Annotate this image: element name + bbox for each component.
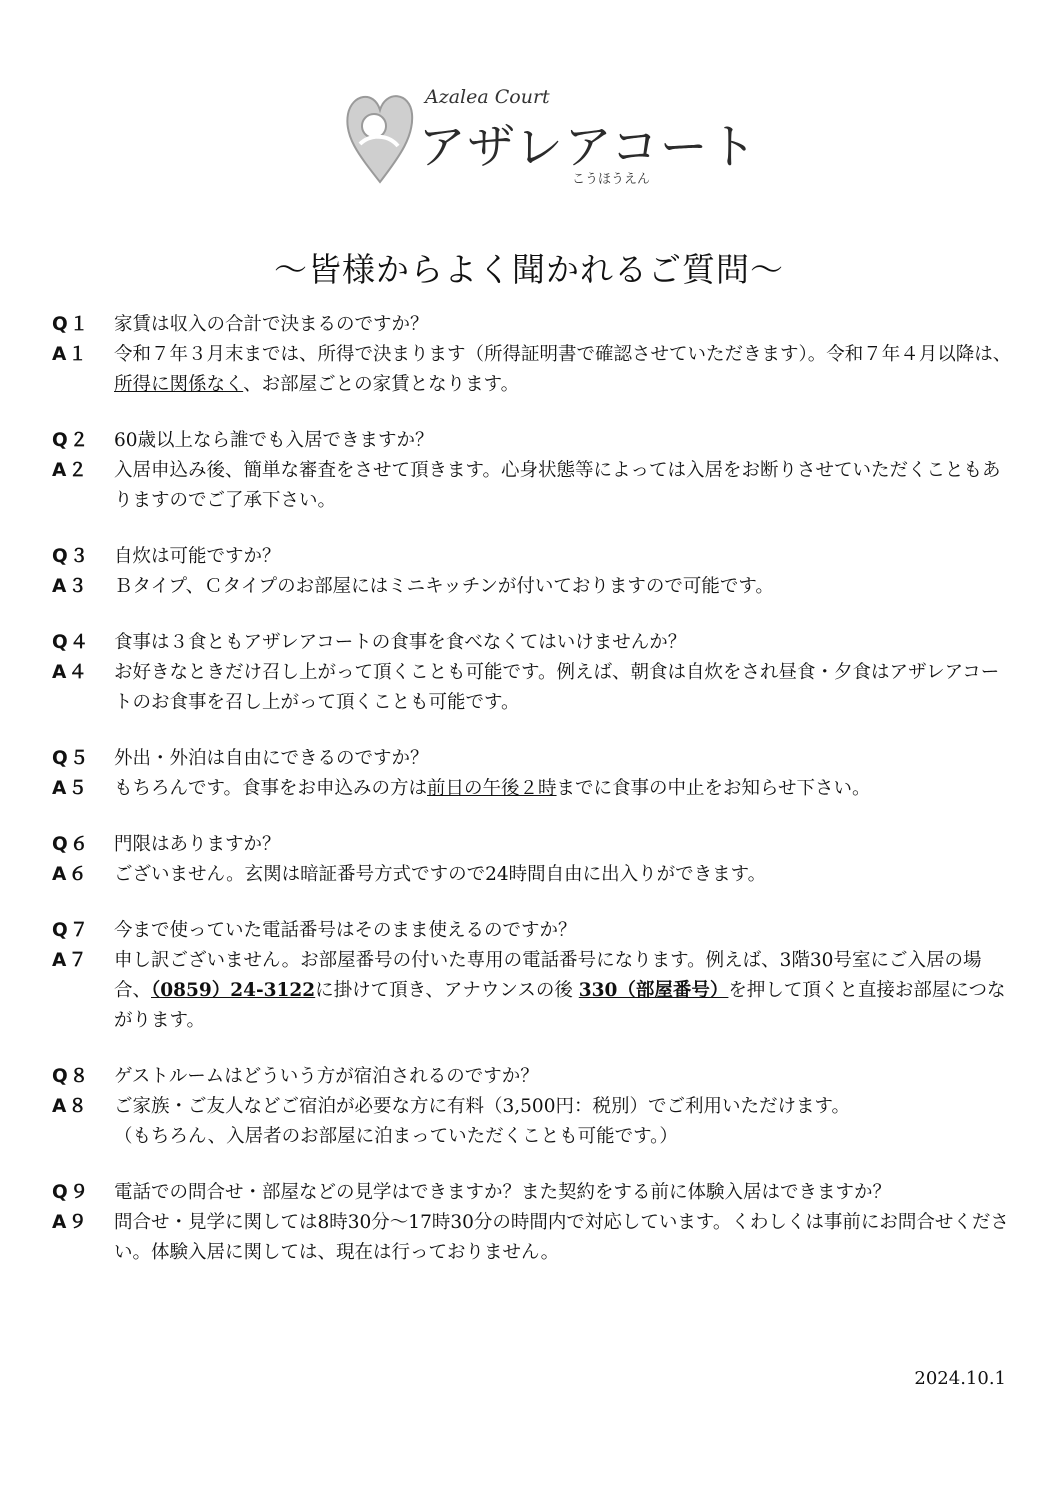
- answer-label: A３: [52, 576, 89, 597]
- question-label: Q３: [52, 546, 91, 567]
- answer-note: （もちろん、入居者のお部屋に泊まっていただくことも可能です。）: [114, 1126, 678, 1147]
- faq-item-9: [52, 1178, 1012, 1268]
- question-text: ゲストルームはどういう方が宿泊されるのですか？: [114, 1066, 539, 1087]
- answer-label: A９: [52, 1212, 89, 1233]
- answer-part: もちろんです。食事をお申込みの方は: [114, 778, 428, 799]
- question-text: 60歳以上なら誰でも入居できますか？: [114, 430, 434, 451]
- question-label: Q６: [52, 834, 91, 855]
- question-text: 食事は３食ともアザレアコートの食事を食べなくてはいけませんか？: [114, 632, 687, 653]
- answer-label: A４: [52, 662, 89, 683]
- question-label: Q５: [52, 748, 91, 769]
- answer-text: 問合せ・見学に関しては8時30分～17時30分の時間内で対応しています。くわしくは事前にお問合せください。体験入居に関しては、現在は行っておりません。: [114, 1212, 1009, 1263]
- answer-part: に掛けて頂き、アナウンスの後: [315, 980, 573, 1001]
- answer-text: Ｂタイプ、Ｃタイプのお部屋にはミニキッチンが付いておりますので可能です。: [114, 576, 774, 597]
- question-label: Q１: [52, 314, 91, 335]
- question-label: Q７: [52, 920, 91, 941]
- faq-list: [52, 310, 1012, 1294]
- question-text: 自炊は可能ですか？: [114, 546, 281, 567]
- faq-item-6: [52, 830, 1012, 890]
- logo-english: Azalea Court: [425, 86, 550, 108]
- answer-text: ございません。玄関は暗証番号方式ですので24時間自由に出入りができます。: [114, 864, 767, 885]
- faq-item-7: [52, 916, 1012, 1036]
- page-title: ～皆様からよく聞かれるご質問～: [274, 250, 784, 290]
- faq-item-8: [52, 1062, 1012, 1152]
- answer-underlined: 前日の午後２時: [427, 778, 557, 799]
- azalea-heart-icon: [340, 84, 420, 188]
- phone-number: （0859）24-3122: [151, 980, 316, 1001]
- answer-part: 、お部屋ごとの家賃となります。: [243, 374, 520, 395]
- faq-item-3: [52, 542, 1012, 602]
- question-label: Q２: [52, 430, 91, 451]
- answer-text: [114, 340, 1012, 400]
- question-text: 家賃は収入の合計で決まるのですか？: [114, 314, 429, 335]
- answer-text: 入居申込み後、簡単な審査をさせて頂きます。心身状態等によっては入居をお断りさせていただくこともありますのでご了承下さい。: [114, 460, 1001, 511]
- answer-underlined: 所得に関係なく: [114, 374, 244, 395]
- faq-item-1: [52, 310, 1012, 400]
- question-text: 今まで使っていた電話番号はそのまま使えるのですか？: [114, 920, 577, 941]
- faq-item-2: [52, 426, 1012, 516]
- answer-part: までに食事の中止をお知らせ下さい。: [556, 778, 871, 799]
- question-label: Q４: [52, 632, 91, 653]
- logo: [340, 82, 758, 194]
- answer-label: A７: [52, 950, 89, 971]
- answer-part: を押して頂くと直接お部屋につながります。: [114, 980, 1006, 1031]
- faq-item-5: [52, 744, 1012, 804]
- answer-text: お好きなときだけ召し上がって頂くことも可能です。例えば、朝食は自炊をされ昼食・夕食はアザレアコートのお食事を召し上がって頂くことも可能です。: [114, 662, 1000, 713]
- answer-label: A６: [52, 864, 89, 885]
- answer-part: 申し訳ございません。お部屋番号の付いた専用の電話番号になります。例えば、3階30号室にご入居の場合、: [114, 950, 982, 1001]
- question-label: Q９: [52, 1182, 91, 1203]
- logo-japanese: アザレアコート: [418, 119, 758, 175]
- faq-item-4: [52, 628, 1012, 718]
- answer-label: A８: [52, 1096, 89, 1117]
- answer-label: A２: [52, 460, 89, 481]
- question-label: Q８: [52, 1066, 91, 1087]
- answer-label: A１: [52, 344, 89, 365]
- question-text: 外出・外泊は自由にできるのですか？: [114, 748, 429, 769]
- answer-text: [114, 946, 1012, 1036]
- document-date: 2024.10.1: [914, 1368, 1006, 1389]
- question-text: 門限はありますか？: [114, 834, 281, 855]
- question-text: 電話での問合せ・部屋などの見学はできますか？また契約をする前に体験入居はできますか？: [114, 1182, 892, 1203]
- room-number: 330（部屋番号）: [578, 980, 729, 1001]
- logo-subtitle: こうほうえん: [572, 172, 651, 187]
- answer-part: 令和７年３月末までは、所得で決まります（所得証明書で確認させていただきます）。令和７年４月以降は、: [114, 344, 1012, 365]
- answer-text: [114, 1092, 1012, 1152]
- answer-part: ご家族・ご友人などご宿泊が必要な方に有料（3,500円：税別）でご利用いただけます。: [114, 1096, 850, 1117]
- answer-label: A５: [52, 778, 89, 799]
- answer-text: [114, 774, 1012, 804]
